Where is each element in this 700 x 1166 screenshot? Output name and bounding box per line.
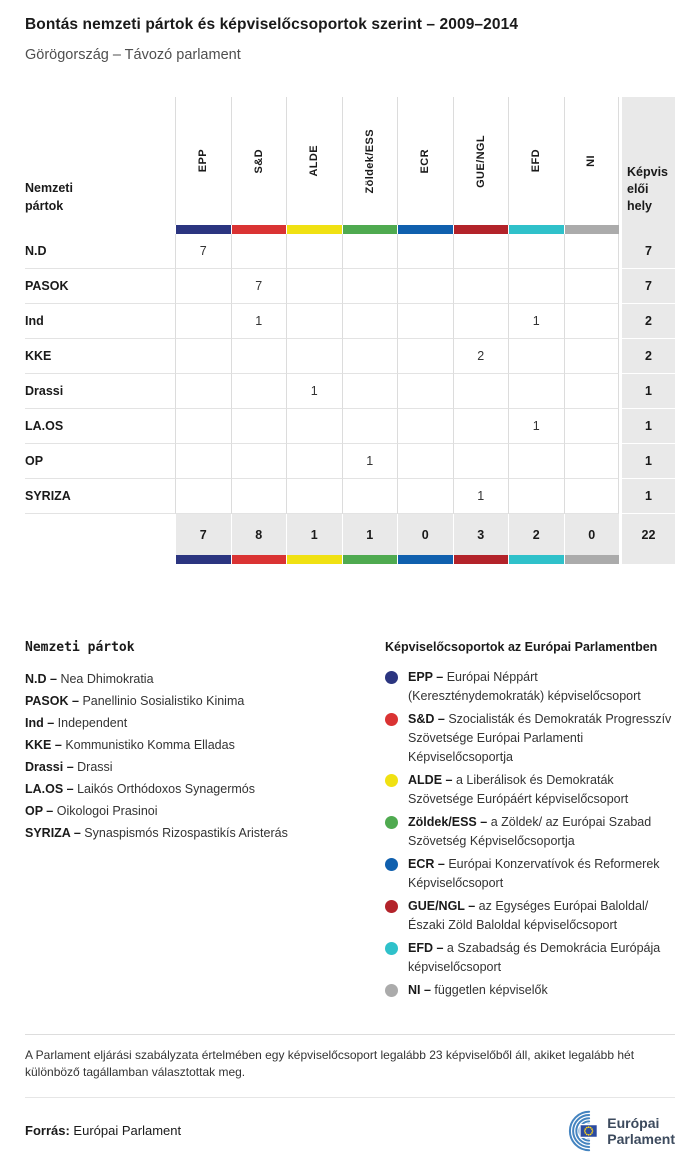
value-cell [508, 444, 564, 479]
total-cell: 1 [286, 514, 342, 564]
value-cell [175, 304, 231, 339]
column-header-ecr: ECR [397, 97, 453, 225]
legend-item: N.D – Nea Dhimokratia [25, 672, 154, 686]
value-cell [286, 444, 342, 479]
value-cell [397, 409, 453, 444]
value-cell [453, 444, 509, 479]
color-dot-icon [385, 858, 398, 871]
group-color-bar [175, 225, 231, 234]
group-color-bar [286, 225, 342, 234]
party-name: OP [25, 444, 175, 479]
value-cell [175, 374, 231, 409]
total-cell: 0 [397, 514, 453, 564]
group-color-bar [398, 555, 453, 564]
value-cell [231, 374, 287, 409]
value-cell: 1 [342, 444, 398, 479]
seats-cell: 2 [619, 304, 675, 339]
group-color-bar [508, 225, 564, 234]
value-cell [564, 234, 620, 269]
value-cell [175, 479, 231, 514]
european-parliament-logo [537, 1110, 675, 1152]
value-cell [286, 479, 342, 514]
seats-cell: 1 [619, 409, 675, 444]
value-cell: 1 [231, 304, 287, 339]
legend-item: Drassi – Drassi [25, 760, 113, 774]
party-name: KKE [25, 339, 175, 374]
legend-item: KKE – Kommunistiko Komma Elladas [25, 738, 235, 752]
value-cell [453, 374, 509, 409]
value-cell [231, 234, 287, 269]
value-cell [175, 339, 231, 374]
legend-item: PASOK – Panellinio Sosialistiko Kinima [25, 694, 245, 708]
seats-column-header: Képviselői hely [619, 97, 675, 225]
group-color-bar [343, 555, 398, 564]
political-groups-legend-title: Képviselőcsoportok az Európai Parlamentben [385, 640, 658, 654]
value-cell [342, 339, 398, 374]
value-cell [286, 269, 342, 304]
seats-cell: 1 [619, 479, 675, 514]
value-cell: 1 [508, 304, 564, 339]
value-cell [564, 304, 620, 339]
column-header-sd: S&D [231, 97, 287, 225]
value-cell [342, 304, 398, 339]
value-cell [397, 339, 453, 374]
value-cell [453, 409, 509, 444]
value-cell [508, 234, 564, 269]
table-row [25, 374, 675, 409]
value-cell [564, 374, 620, 409]
total-cell: 8 [231, 514, 287, 564]
legend-item: EPP – Európai Néppárt (Kereszténydemokraták) képviselőcsoport [385, 668, 675, 706]
footnote: A Parlament eljárási szabályzata értelmében egy képviselőcsoport legalább 23 képviselőből áll, akiket legalább hét különböző tagállamban választottak meg. [25, 1034, 675, 1082]
table-row [25, 339, 675, 374]
total-cell: 0 [564, 514, 620, 564]
party-name: Drassi [25, 374, 175, 409]
color-dot-icon [385, 942, 398, 955]
color-dot-icon [385, 713, 398, 726]
political-groups-legend [385, 640, 675, 1004]
party-name: Ind [25, 304, 175, 339]
totals-row-spacer [25, 514, 175, 564]
value-cell [286, 234, 342, 269]
value-cell [397, 479, 453, 514]
color-dot-icon [385, 984, 398, 997]
group-color-bar [453, 225, 509, 234]
group-color-bar [287, 555, 342, 564]
seats-table [25, 97, 675, 564]
value-cell [342, 479, 398, 514]
group-color-bar [509, 555, 564, 564]
seats-cell: 1 [619, 444, 675, 479]
value-cell [175, 444, 231, 479]
value-cell: 7 [175, 234, 231, 269]
value-cell [564, 269, 620, 304]
value-cell [453, 269, 509, 304]
value-cell [564, 479, 620, 514]
group-color-bar [454, 555, 509, 564]
value-cell [175, 409, 231, 444]
color-dot-icon [385, 900, 398, 913]
group-color-bar [565, 555, 620, 564]
total-cell: 3 [453, 514, 509, 564]
value-cell [231, 444, 287, 479]
table-row [25, 479, 675, 514]
value-cell [453, 234, 509, 269]
national-parties-legend [25, 640, 385, 1004]
value-cell: 2 [453, 339, 509, 374]
value-cell [231, 479, 287, 514]
legend-item: ALDE – a Liberálisok és Demokraták Szövetsége Európáért képviselőcsoport [385, 771, 675, 809]
table-row [25, 234, 675, 269]
color-dot-icon [385, 671, 398, 684]
party-name: PASOK [25, 269, 175, 304]
logo-wordmark: Európai Parlament [607, 1114, 675, 1147]
value-cell: 1 [453, 479, 509, 514]
value-cell [564, 409, 620, 444]
seats-cell: 7 [619, 269, 675, 304]
legend-item: SYRIZA – Synaspismós Rizospastikís Aristerás [25, 826, 288, 840]
value-cell [453, 304, 509, 339]
value-cell [231, 339, 287, 374]
group-color-bar-row [25, 225, 675, 234]
hemicycle-eu-flag-icon [537, 1110, 601, 1152]
party-name: SYRIZA [25, 479, 175, 514]
column-header-greens: Zöldek/ESS [342, 97, 398, 225]
value-cell [508, 374, 564, 409]
value-cell: 1 [508, 409, 564, 444]
table-row [25, 409, 675, 444]
value-cell [564, 339, 620, 374]
value-cell [342, 234, 398, 269]
color-dot-icon [385, 774, 398, 787]
party-name: N.D [25, 234, 175, 269]
group-color-bar [342, 225, 398, 234]
value-cell [342, 409, 398, 444]
legend-item: OP – Oikologoi Prasinoi [25, 804, 158, 818]
party-name: LA.OS [25, 409, 175, 444]
group-color-bar [176, 555, 231, 564]
column-header-epp: EPP [175, 97, 231, 225]
legend-item: ECR – Európai Konzervatívok és Reformerek Képviselőcsoport [385, 855, 675, 893]
value-cell [342, 269, 398, 304]
group-color-bar [397, 225, 453, 234]
legend-item: LA.OS – Laikós Orthódoxos Synagermós [25, 782, 255, 796]
legend-item: S&D – Szocialisták és Demokraták Progresszív Szövetsége Európai Parlamenti Képviselőcsoportja [385, 710, 675, 767]
national-parties-legend-title: Nemzeti pártok [25, 640, 135, 655]
legend-item: EFD – a Szabadság és Demokrácia Európája képviselőcsoport [385, 939, 675, 977]
value-cell [397, 374, 453, 409]
value-cell [397, 304, 453, 339]
table-row [25, 269, 675, 304]
seats-cell: 7 [619, 234, 675, 269]
color-dot-icon [385, 816, 398, 829]
legend-item: GUE/NGL – az Egységes Európai Baloldal/Északi Zöld Baloldal képviselőcsoport [385, 897, 675, 935]
seats-column-spacer [619, 225, 675, 234]
group-color-bar [232, 555, 287, 564]
value-cell [508, 269, 564, 304]
value-cell [397, 269, 453, 304]
group-color-bar [231, 225, 287, 234]
source-line: Forrás: Európai Parlament [25, 1123, 182, 1139]
column-header-efd: EFD [508, 97, 564, 225]
value-cell [508, 479, 564, 514]
legend-item: NI – független képviselők [385, 981, 675, 1000]
value-cell [286, 409, 342, 444]
table-row [25, 444, 675, 479]
totals-row [25, 514, 675, 564]
group-color-bar [564, 225, 620, 234]
column-header-ni: NI [564, 97, 620, 225]
column-header-alde: ALDE [286, 97, 342, 225]
legends-section [25, 640, 675, 1004]
value-cell [397, 444, 453, 479]
page-title: Bontás nemzeti pártok és képviselőcsoportok szerint – 2009–2014 [25, 16, 519, 33]
row-header-label: Nemzeti pártok [25, 181, 73, 213]
eu-flag-icon [580, 1124, 597, 1137]
total-cell: 1 [342, 514, 398, 564]
legend-item: Zöldek/ESS – a Zöldek/ az Európai Szabad Szövetség Képviselőcsoportja [385, 813, 675, 851]
total-cell: 7 [175, 514, 231, 564]
value-cell [508, 339, 564, 374]
value-cell [342, 374, 398, 409]
value-cell: 7 [231, 269, 287, 304]
table-row [25, 304, 675, 339]
value-cell [564, 444, 620, 479]
total-cell: 2 [508, 514, 564, 564]
total-seats-cell: 22 [619, 514, 675, 564]
value-cell [397, 234, 453, 269]
value-cell [175, 269, 231, 304]
seats-cell: 1 [619, 374, 675, 409]
value-cell [286, 339, 342, 374]
value-cell [231, 409, 287, 444]
table-header-row [25, 97, 675, 225]
bar-row-spacer [25, 225, 175, 234]
value-cell: 1 [286, 374, 342, 409]
footer [25, 1097, 675, 1152]
column-header-guengl: GUE/NGL [453, 97, 509, 225]
value-cell [286, 304, 342, 339]
page-subtitle: Görögország – Távozó parlament [25, 47, 241, 63]
legend-item: Ind – Independent [25, 716, 128, 730]
seats-cell: 2 [619, 339, 675, 374]
